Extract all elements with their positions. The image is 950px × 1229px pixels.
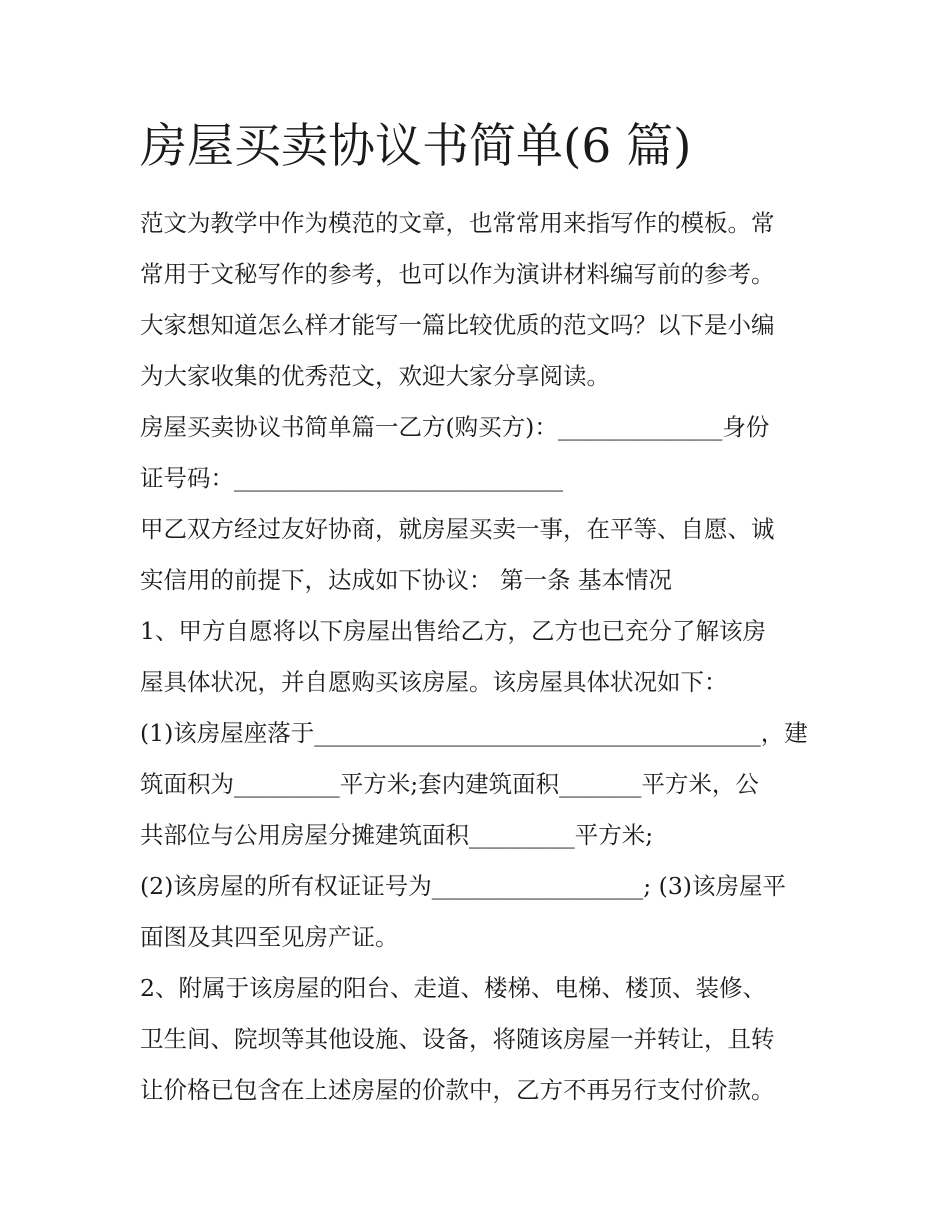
paragraph-line: (1)该房屋座落于______________________________________，建 bbox=[140, 719, 808, 747]
paragraph-line: 让价格已包含在上述房屋的价款中，乙方不再另行支付价款。 bbox=[140, 1076, 775, 1104]
paragraph-line: (2)该房屋的所有权证证号为__________________; (3)该房屋平 bbox=[140, 872, 786, 900]
paragraph-line: 房屋买卖协议书简单篇一乙方(购买方)：______________身份 bbox=[140, 413, 770, 441]
paragraph-line: 范文为教学中作为模范的文章，也常常用来指写作的模板。常 bbox=[140, 209, 775, 237]
paragraph-line: 证号码：____________________________ bbox=[140, 464, 563, 492]
paragraph-line: 面图及其四至见房产证。 bbox=[140, 923, 399, 951]
paragraph-line: 1、甲方自愿将以下房屋出售给乙方，乙方也已充分了解该房 bbox=[140, 617, 766, 645]
paragraph-line: 筑面积为_________平方米;套内建筑面积_______平方米，公 bbox=[140, 770, 759, 798]
paragraph-line: 为大家收集的优秀范文，欢迎大家分享阅读。 bbox=[140, 362, 610, 390]
paragraph-line: 大家想知道怎么样才能写一篇比较优质的范文吗？以下是小编 bbox=[140, 311, 775, 339]
paragraph-line: 共部位与公用房屋分摊建筑面积_________平方米; bbox=[140, 821, 654, 849]
paragraph-line: 屋具体状况，并自愿购买该房屋。该房屋具体状况如下： bbox=[140, 668, 728, 696]
paragraph-line: 卫生间、院坝等其他设施、设备，将随该房屋一并转让，且转 bbox=[140, 1025, 775, 1053]
paragraph-line: 2、附属于该房屋的阳台、走道、楼梯、电梯、楼顶、装修、 bbox=[140, 974, 766, 1002]
paragraph-line: 甲乙双方经过友好协商，就房屋买卖一事，在平等、自愿、诚 bbox=[140, 515, 775, 543]
document-body bbox=[140, 198, 812, 1116]
paragraph-line: 实信用的前提下，达成如下协议： 第一条 基本情况 bbox=[140, 566, 672, 594]
page-title: 房屋买卖协议书简单(6 篇) bbox=[140, 119, 692, 174]
paragraph-line: 常用于文秘写作的参考，也可以作为演讲材料编写前的参考。 bbox=[140, 260, 775, 288]
